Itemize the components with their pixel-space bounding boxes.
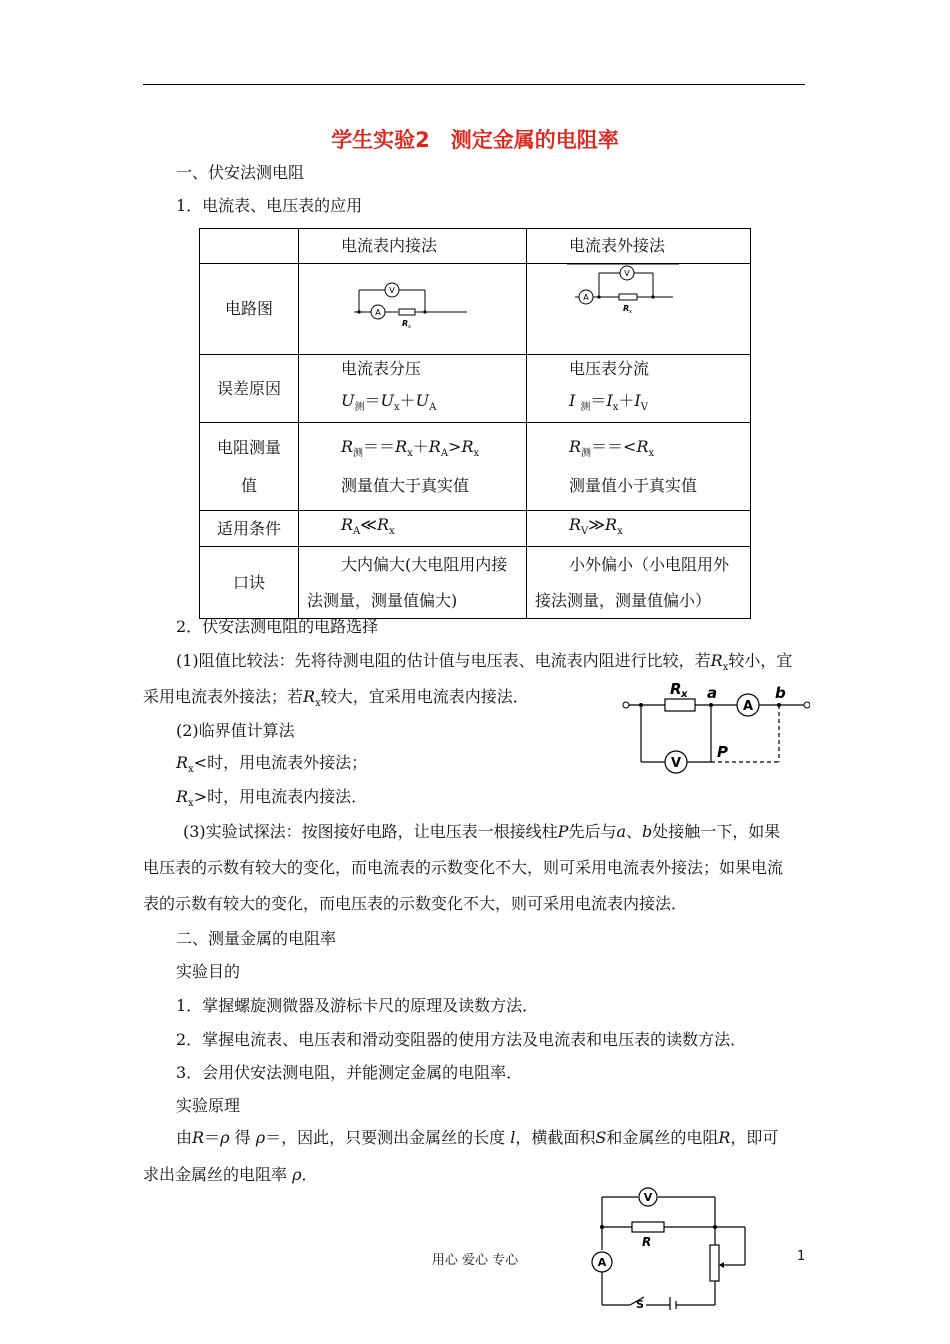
svg-text:R: R [670, 680, 682, 698]
para-2-line-b: $R_x>$时，用电流表内接法． [176, 787, 368, 810]
para-3-line-2: 电压表的示数有较大的变化，而电流表的示数变化不大，则可采用电流表外接法；如果电流 [143, 858, 784, 877]
inner-error-formula: $U_测=U_x+U_A$ [341, 390, 437, 414]
footer-motto: 用心 爱心 专心 [431, 1253, 519, 1268]
item-2-heading: 2．伏安法测电阻的电路选择 [176, 617, 379, 636]
resistivity-circuit [590, 1185, 760, 1310]
section-heading-1: 一、伏安法测电阻 [176, 163, 305, 182]
outer-rhyme-cell: 小外偏小（小电阻用外 接法测量，测量值偏小） [527, 547, 751, 619]
svg-text:a: a [707, 684, 718, 702]
inner-cond-cell: $R_A≪R_x$ [299, 511, 527, 547]
page-number: 1 [797, 1249, 806, 1264]
table-corner [200, 229, 299, 264]
para-3-line-1: (3)实验试探法：按图接好电路，让电压表一根接线柱P先后与a、b处接触一下，如果 [183, 822, 781, 841]
principle-line-2: 求出金属丝的电阻率 ρ． [143, 1165, 318, 1184]
col-header-inner: 电流表内接法 [299, 229, 527, 264]
svg-text:V: V [624, 269, 630, 278]
para-1-line-2: 采用电流表外接法；若$R_x$较大，宜采用电流表内接法． [143, 687, 529, 710]
trial-method-circuit [615, 680, 810, 775]
svg-text:P: P [717, 743, 728, 761]
header-rule [143, 84, 805, 85]
inner-circuit-diagram [299, 264, 527, 349]
ammeter-comparison-table [199, 228, 751, 619]
inner-value-cell: $R_测==R_x+R_A>R_x$ 测量值大于真实值 [299, 423, 527, 511]
svg-text:S: S [636, 1298, 644, 1310]
item-1-heading: 1．电流表、电压表的应用 [176, 196, 363, 215]
col-header-outer: 电流表外接法 [527, 229, 751, 264]
svg-text:b: b [775, 684, 786, 702]
outer-value-cell: $R_测==<R_x$ 测量值小于真实值 [527, 423, 751, 511]
svg-text:A: A [742, 699, 754, 714]
svg-text:A: A [583, 293, 589, 302]
purpose-3: 3．会用伏安法测电阻，并能测定金属的电阻率． [176, 1063, 523, 1082]
svg-text:A: A [597, 1256, 607, 1269]
outer-error-cell: 电压表分流 I $_测=I_x+I_V$ [527, 355, 751, 423]
principle-title: 实验原理 [176, 1096, 241, 1115]
page-title: 学生实验2 测定金属的电阻率 [331, 128, 619, 152]
ammeter-a-text: A [375, 308, 381, 317]
row-label-rhyme: 口诀 [200, 547, 299, 619]
svg-text:R: R [642, 1235, 652, 1249]
row-label-value: 电阻测量 值 [200, 423, 299, 511]
section-heading-2: 二、测量金属的电阻率 [176, 929, 337, 948]
voltmeter-v-text: V [389, 286, 395, 295]
outer-circuit-cell [527, 264, 751, 355]
para-1-line-1: (1)阻值比较法：先将待测电阻的估计值与电压表、电流表内阻进行比较，若$R_x$较小，宜 [176, 651, 793, 674]
svg-text:V: V [670, 756, 682, 771]
inner-value-formula: $R_测==R_x+R_A>R_x$ [341, 436, 480, 460]
outer-circuit-diagram [527, 264, 751, 349]
purpose-1: 1．掌握螺旋测微器及游标卡尺的原理及读数方法． [176, 996, 539, 1015]
outer-value-formula: $R_测==<R_x$ [569, 436, 655, 460]
purpose-2: 2．掌握电流表、电压表和滑动变阻器的使用方法及电流表和电压表的读数方法． [176, 1030, 747, 1049]
purpose-title: 实验目的 [176, 962, 241, 981]
outer-cond-cell: $R_V≫R_x$ [527, 511, 751, 547]
para-2-line-a: $R_x<$时，用电流表外接法； [176, 753, 368, 776]
svg-text:R: R [623, 304, 630, 313]
para-3-line-3: 表的示数有较大的变化，而电压表的示数变化不大，则可采用电流表内接法． [143, 894, 688, 913]
inner-rhyme-cell: 大内偏大(大电阻用内接 法测量，测量值偏大) [299, 547, 527, 619]
svg-text:x: x [681, 689, 688, 700]
svg-text:x: x [408, 324, 411, 330]
outer-error-formula: I $_测=I_x+I_V$ [569, 390, 648, 414]
inner-error-cell: 电流表分压 $U_测=U_x+U_A$ [299, 355, 527, 423]
svg-text:V: V [643, 1191, 653, 1204]
para-2-heading: (2)临界值计算法 [176, 721, 295, 740]
row-label-error: 误差原因 [200, 355, 299, 423]
row-label-circuit: 电路图 [200, 264, 299, 355]
svg-text:x: x [629, 309, 632, 315]
inner-circuit-cell [299, 264, 527, 355]
principle-line-1: 由R＝ρ 得 ρ＝，因此，只要测出金属丝的长度 l，横截面积S和金属丝的电阻R，即可 [176, 1128, 779, 1147]
rx-label: R [402, 319, 409, 328]
row-label-cond: 适用条件 [200, 511, 299, 547]
